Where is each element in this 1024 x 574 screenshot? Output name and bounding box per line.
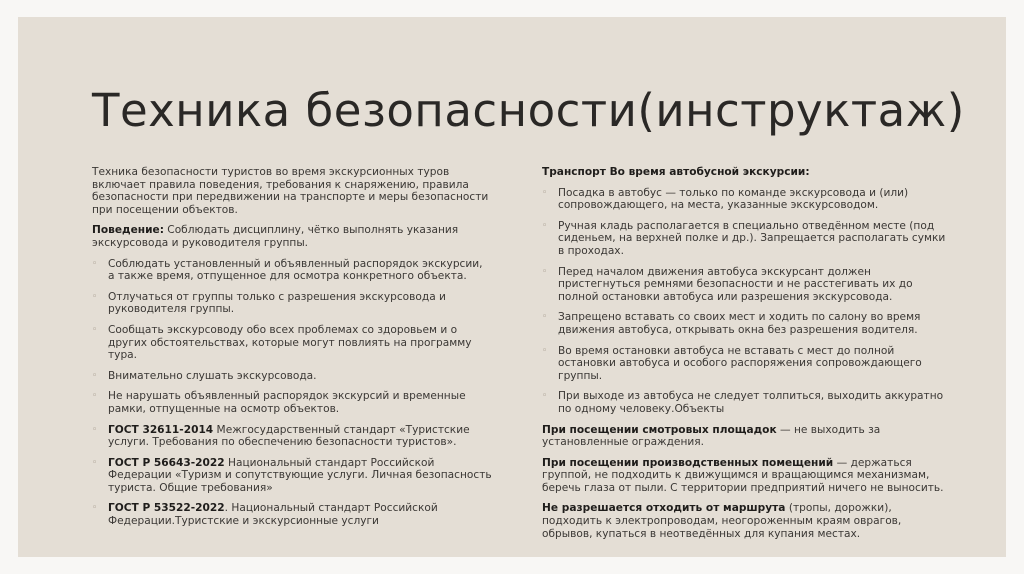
list-item-text: Отлучаться от группы только с разрешения экскурсовода и руководителя группы. (108, 290, 446, 316)
objects-paragraph (542, 424, 954, 449)
paragraph-text: — держаться группой, не подходить к движущимся и вращающимся механизмам, беречь глаза от пыли. С территории предприятий ничего не выносить. (542, 456, 944, 494)
left-column (92, 166, 492, 536)
bullet-icon: ◦ (92, 291, 98, 302)
paragraph-bold: Не разрешается отходить от маршрута (542, 502, 786, 515)
list-item (542, 311, 954, 336)
bullet-icon: ◦ (542, 345, 548, 356)
paragraph-text: (тропы, дорожки), подходить к электропроводам, неогороженным краям оврагов, обрывов, купаться в неотведённых для купания местах. (542, 502, 902, 540)
list-item-text: Посадка в автобус — только по команде экскурсовода и (или) сопровождающего, на места, указанные экскурсоводом. (558, 186, 909, 212)
bullet-icon: ◦ (92, 424, 98, 435)
behavior-list (92, 258, 492, 528)
list-item (92, 457, 492, 495)
intro-paragraph: Техника безопасности туристов во время экскурсионных туров включает правила поведения, требования к снаряжению, правила безопасности при передвижении на транспорте и меры безопасности при посещении объектов. (92, 166, 489, 216)
objects-paragraph (542, 502, 954, 540)
objects-paragraphs (542, 424, 954, 541)
bullet-icon: ◦ (542, 266, 548, 277)
bullet-icon: ◦ (542, 312, 548, 323)
behavior-paragraph (92, 224, 492, 249)
right-column (542, 166, 954, 548)
bullet-icon: ◦ (542, 220, 548, 231)
behavior-label: Поведение: (92, 224, 164, 237)
transport-heading (542, 166, 954, 179)
list-item-text: Во время остановки автобуса не вставать с мест до полной остановки автобуса и особого распоряжения сопровождающего группы. (558, 344, 922, 382)
list-item-text: . Национальный стандарт Российской Федерации.Туристские и экскурсионные услуги (108, 502, 438, 528)
list-item-text: Соблюдать установленный и объявленный распорядок экскурсии, а также время, отпущенное для осмотра конкретного объекта. (108, 257, 483, 283)
slide-title: Техника безопасности(инструктаж) (92, 84, 965, 137)
objects-paragraph (542, 457, 954, 495)
list-item (92, 258, 492, 283)
paragraph-bold: При посещении смотровых площадок (542, 423, 777, 436)
list-item (92, 424, 492, 449)
list-item-bold: ГОСТ 32611-2014 (108, 423, 214, 436)
list-item-text: Сообщать экскурсоводу обо всех проблемах со здоровьем и о других обстоятельствах, которые могут повлиять на программу тура. (108, 323, 472, 362)
list-item (542, 266, 954, 304)
bullet-icon: ◦ (542, 187, 548, 198)
list-item (92, 291, 492, 316)
list-item-text: При выходе из автобуса не следует толпиться, выходить аккуратно по одному человеку.Объекты (558, 390, 944, 415)
list-item-text: Запрещено вставать со своих мест и ходить по салону во время движения автобуса, открывать окна без разрешения водителя. (558, 311, 921, 336)
bullet-icon: ◦ (92, 370, 98, 381)
bullet-icon: ◦ (92, 503, 98, 514)
paragraph-text: — не выходить за установленные ограждения. (542, 423, 881, 449)
bullet-icon: ◦ (92, 258, 98, 269)
list-item-text: Национальный стандарт Российской Федерации «Туризм и сопутствующие услуги. Личная безопасность туриста. Общие требования» (108, 456, 492, 494)
list-item-text: Межгосударственный стандарт «Туристские услуги. Требования по обеспечению безопасности туристов». (108, 423, 470, 449)
bullet-icon: ◦ (92, 457, 98, 468)
list-item-text: Ручная кладь располагается в специально отведённом месте (под сиденьем, на верхней полке и др.). Запрещается располагать сумки в проходах. (558, 219, 946, 257)
list-item-text: Перед началом движения автобуса экскурсант должен пристегнуться ремнями безопасности и не расстегивать их до полной остановки автобуса или разрешения экскурсовода. (558, 265, 913, 303)
list-item (92, 324, 492, 362)
list-item (542, 187, 954, 212)
transport-heading-text: Транспорт Во время автобусной экскурсии: (542, 166, 810, 178)
list-item (542, 220, 954, 258)
bullet-icon: ◦ (92, 391, 98, 402)
paragraph-bold: При посещении производственных помещений (542, 456, 834, 469)
list-item (92, 370, 492, 383)
bullet-icon: ◦ (542, 391, 548, 402)
list-item-text: Внимательно слушать экскурсовода. (108, 369, 317, 382)
bullet-icon: ◦ (92, 324, 98, 335)
transport-list (542, 187, 954, 416)
list-item (92, 390, 492, 415)
list-item (542, 390, 954, 415)
list-item-bold: ГОСТ Р 53522-2022 (108, 502, 225, 515)
list-item-text: Не нарушать объявленный распорядок экскурсий и временные рамки, отпущенные на осмотр объектов. (108, 390, 466, 415)
list-item-bold: ГОСТ Р 56643-2022 (108, 456, 225, 469)
behavior-text: Соблюдать дисциплину, чётко выполнять указания экскурсовода и руководителя группы. (92, 224, 459, 249)
list-item (542, 345, 954, 383)
list-item (92, 502, 492, 527)
